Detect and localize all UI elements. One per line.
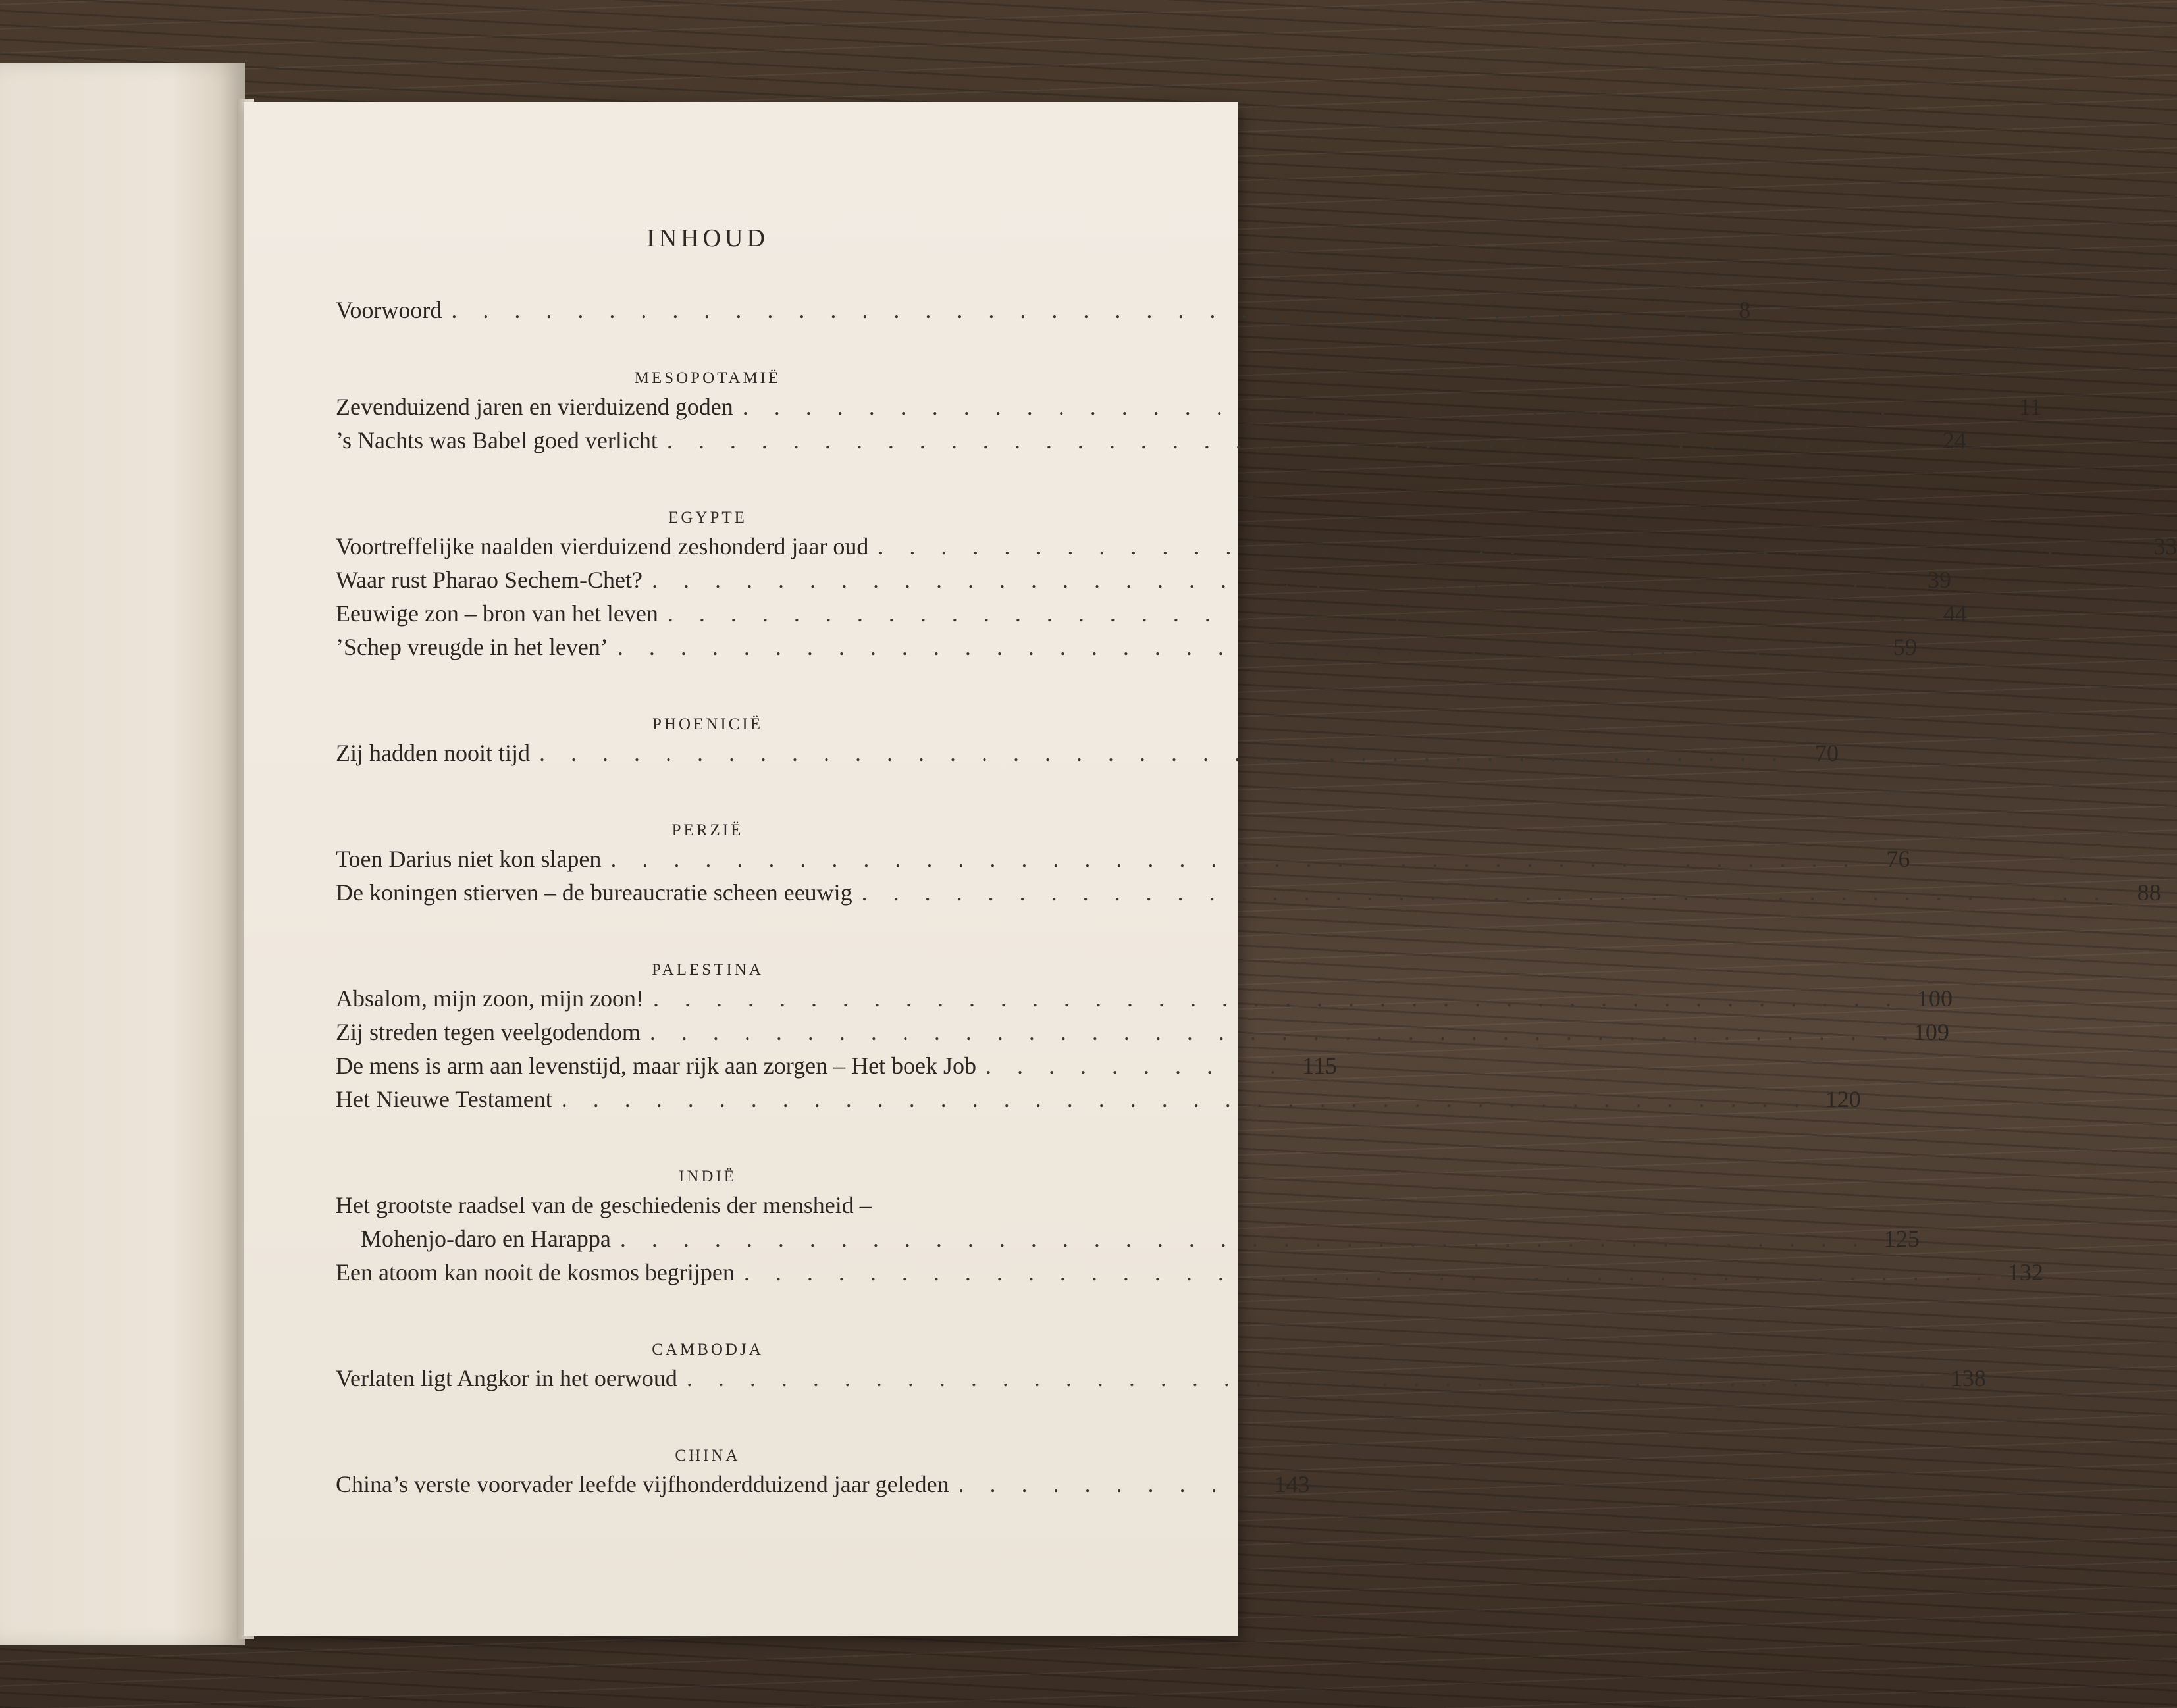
section-heading-china: CHINA [675, 1447, 741, 1464]
toc-entry [336, 842, 1910, 876]
entry-title: Eeuwige zon – bron van het leven [336, 600, 658, 627]
section-heading-cambodja: CAMBODJA [652, 1341, 764, 1359]
toc-entry [336, 1189, 1080, 1222]
toc-entry [336, 982, 1953, 1016]
dot-leader: . . . . . . . . . . . . . . . . . . . . . . . . . . . . . . . . . . . . . . . . [538, 740, 1787, 766]
section-heading-perzie: PERZIË [671, 821, 744, 839]
toc-entry [336, 1256, 2043, 1289]
dot-leader: . . . . . . . . . . . . . . . . . . . . . . . . . . . . . . . . . . . . . . . . [651, 567, 1900, 593]
entry-page: 59 [1893, 634, 1917, 660]
section-heading-mesopotamie: MESOPOTAMIË [634, 369, 781, 387]
section-heading-phoenicie: PHOENICIË [652, 715, 763, 733]
entry-page: 8 [1739, 297, 1751, 323]
entry-title: Toen Darius niet kon slapen [336, 846, 602, 872]
entry-page: 125 [1883, 1226, 1920, 1252]
toc-entry [336, 1222, 1920, 1256]
entry-title: Verlaten ligt Angkor in het oerwoud [336, 1365, 677, 1391]
toc-title: INHOUD [646, 224, 769, 252]
entry-page: 120 [1825, 1086, 1861, 1112]
left-page [0, 63, 245, 1645]
entry-title: ’Schep vreugde in het leven’ [336, 634, 608, 660]
entry-page: 11 [2019, 394, 2042, 420]
entry-page: 24 [1942, 427, 1966, 453]
toc-entry [336, 530, 2177, 563]
entry-page: 115 [1302, 1052, 1338, 1079]
toc-entry [336, 1016, 1949, 1049]
table-of-contents [336, 224, 2177, 1501]
dot-leader: . . . . . . . . . . . . . . . . . . . . . . . . . . . . . . . . . . . . . . . . [666, 427, 1915, 453]
entry-page: 138 [1950, 1365, 1986, 1391]
entry-title: Voorwoord [336, 297, 442, 323]
dot-leader: . . . . . . . . . . . . . . . . . . . . . . . . . . . . . . . . . . . . . . . . [649, 1019, 1898, 1045]
dot-leader: . . . . . . . . . . . . . . . . . . . . . . . . . . . . . . . . . . . . . . . . [617, 634, 1866, 660]
entry-title: ’s Nachts was Babel goed verlicht [336, 427, 658, 453]
dot-leader: . . . . . . . . . . . . . . . . . . . . . . . . . . . . . . . . . . . . . . . . [878, 533, 2126, 559]
entry-page: 33 [2153, 533, 2177, 559]
dot-leader: . . . . . . . . . . . . . . . . . . . . . . . . . . . . . . . . . . . . . . . . [742, 394, 1991, 420]
dot-leader: . . . . . . . . . . . . . . . . . . . . . . . . . . . . . . . . . . . . . . . . [561, 1086, 1810, 1112]
dot-leader: . . . . . . . . . . [985, 1052, 1286, 1079]
entry-page: 109 [1913, 1019, 1949, 1045]
toc-entry [336, 1083, 1861, 1116]
toc-entry [336, 631, 1917, 664]
entry-title: Het grootste raadsel van de geschiedenis der mensheid – [336, 1192, 872, 1218]
toc-entry [336, 424, 1966, 457]
toc-entry [336, 737, 1839, 770]
entry-page: 76 [1886, 846, 1910, 872]
dot-leader: . . . . . . . . . . . . . . . . . . . . . . . . . . . . . . . . . . . . . . . . [451, 297, 1700, 323]
entry-title: Zij hadden nooit tijd [336, 740, 530, 766]
entry-title: Voortreffelijke naalden vierduizend zeshonderd jaar oud [336, 533, 869, 559]
entry-page: 88 [2137, 879, 2161, 906]
entry-title: Een atoom kan nooit de kosmos begrijpen [336, 1259, 735, 1285]
dot-leader: . . . . . . . . . . . . . . . . . . . . . . . . . . . . . . . . . . . . . . . . [619, 1226, 1868, 1252]
dot-leader: . . . . . . . . . . . . . . . . . . . . . . . . . . . . . . . . . . . . . . . . [610, 846, 1859, 872]
entry-title: De mens is arm aan levenstijd, maar rijk aan zorgen – Het boek Job [336, 1052, 977, 1079]
entry-page: 132 [2007, 1259, 2043, 1285]
entry-page: 143 [1274, 1471, 1310, 1497]
dot-leader: . . . . . . . . . . . . . . . . . . . . . . . . . . . . . . . . . . . . . . . . [667, 600, 1916, 627]
toc-entry [336, 1362, 1986, 1395]
toc-entry [336, 1049, 1338, 1083]
entry-page: 39 [1927, 567, 1951, 593]
section-heading-indie: INDIË [678, 1168, 737, 1185]
section-heading-egypte: EGYPTE [668, 509, 747, 527]
entry-title: De koningen stierven – de bureaucratie scheen eeuwig [336, 879, 852, 906]
entry-title: Zij streden tegen veelgodendom [336, 1019, 641, 1045]
entry-title: Zevenduizend jaren en vierduizend goden [336, 394, 733, 420]
entry-page: 70 [1814, 740, 1839, 766]
dot-leader: . . . . . . . . . . [958, 1471, 1259, 1497]
entry-page: 44 [1943, 600, 1967, 627]
entry-page: 100 [1916, 985, 1953, 1012]
entry-title: Het Nieuwe Testament [336, 1086, 552, 1112]
entry-title: Absalom, mijn zoon, mijn zoon! [336, 985, 644, 1012]
dot-leader: . . . . . . . . . . . . . . . . . . . . . . . . . . . . . . . . . . . . . . . . [861, 879, 2110, 906]
toc-entry [336, 876, 2161, 910]
toc-entry [336, 390, 2042, 424]
toc-entry [336, 597, 1967, 631]
entry-title: Mohenjo-daro en Harappa [361, 1226, 611, 1252]
toc-entry [336, 1468, 1310, 1501]
entry-title: China’s verste voorvader leefde vijfhonderdduizend jaar geleden [336, 1471, 949, 1497]
dot-leader: . . . . . . . . . . . . . . . . . . . . . . . . . . . . . . . . . . . . . . . . [743, 1259, 1992, 1285]
entry-title: Waar rust Pharao Sechem-Chet? [336, 567, 643, 593]
toc-entry [336, 563, 1951, 597]
section-heading-palestina: PALESTINA [652, 961, 764, 979]
dot-leader: . . . . . . . . . . . . . . . . . . . . . . . . . . . . . . . . . . . . . . . . [652, 985, 1901, 1012]
dot-leader: . . . . . . . . . . . . . . . . . . . . . . . . . . . . . . . . . . . . . . . . [686, 1365, 1935, 1391]
toc-entry-preface [336, 294, 1751, 327]
